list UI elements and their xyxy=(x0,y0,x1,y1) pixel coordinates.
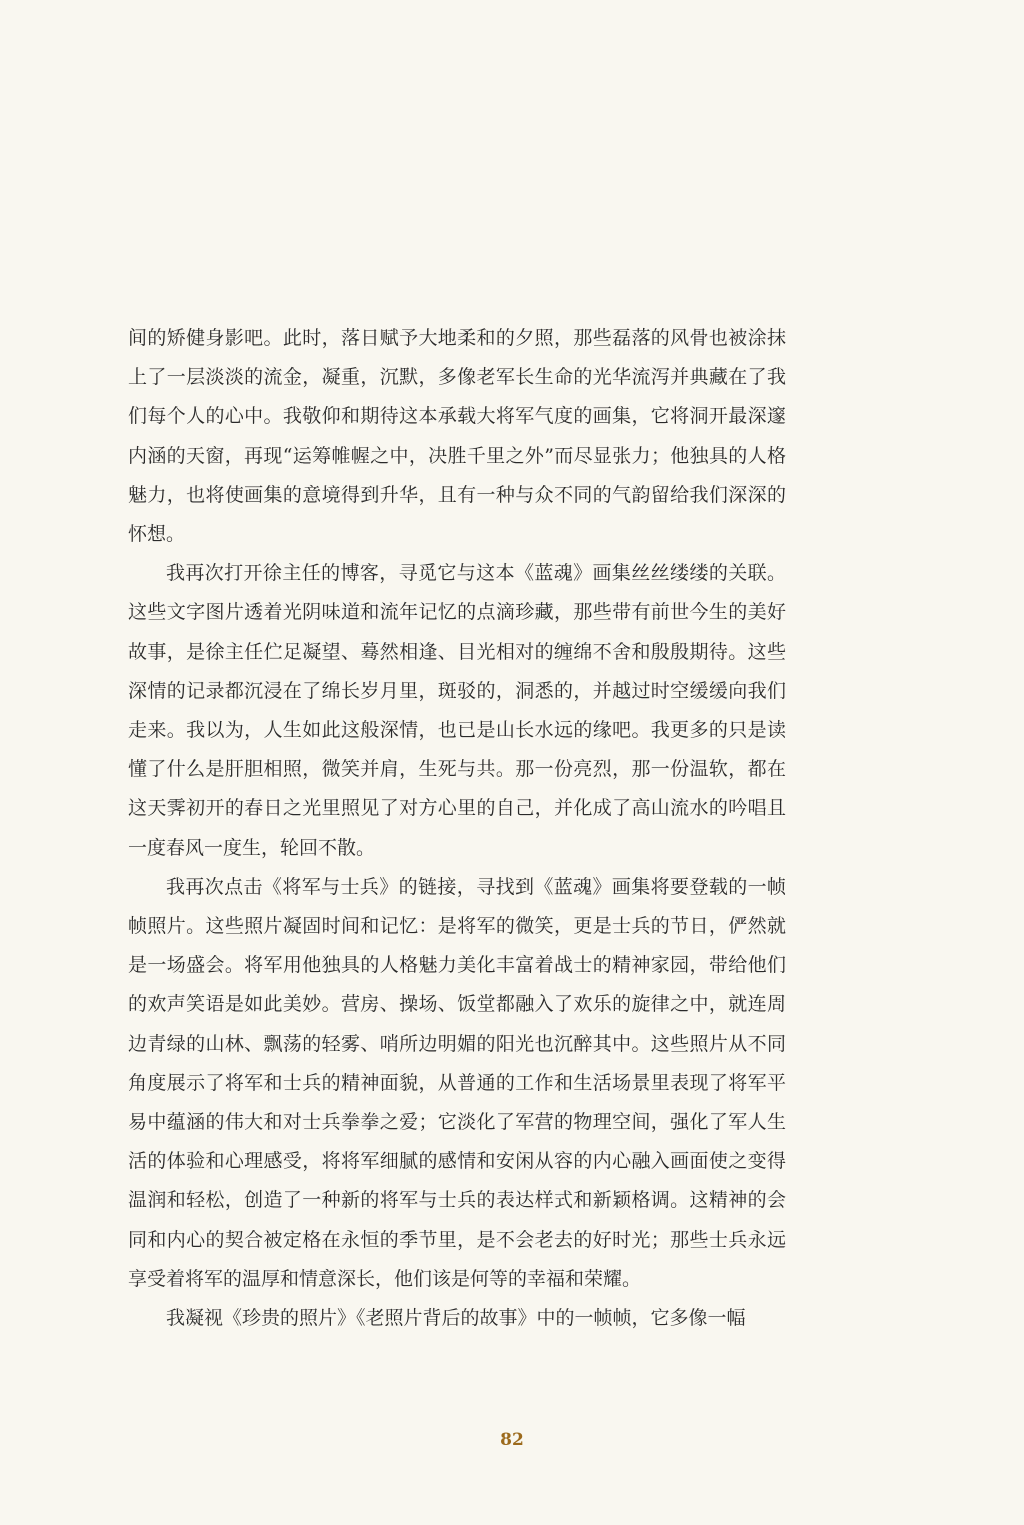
body-text xyxy=(128,319,786,1338)
paragraph: 我凝视《珍贵的照片》《老照片背后的故事》中的一帧帧，它多像一幅 xyxy=(166,1307,746,1330)
paragraph: 我再次打开徐主任的博客，寻觅它与这本《蓝魂》画集丝丝缕缕的关联。这些文字图片透着光阴味道和流年记忆的点滴珍藏，那些带有前世今生的美好故事，是徐主任伫足凝望、蓦然相逢、目光相对的缠绵不舍和殷殷期待。这些深情的记录都沉浸在了绵长岁月里，斑驳的，洞悉的，并越过时空缓缓向我们走来。我以为，人生如此这般深情，也已是山长水远的缘吧。我更多的只是读懂了什么是肝胆相照，微笑并肩，生死与共。那一份亮烈，那一份温软，都在这天霁初开的春日之光里照见了对方心里的自己，并化成了高山流水的吟唱且一度春风一度生，轮回不散。 xyxy=(128,562,786,859)
paragraph: 我再次点击《将军与士兵》的链接，寻找到《蓝魂》画集将要登载的一帧帧照片。这些照片凝固时间和记忆：是将军的微笑，更是士兵的节日，俨然就是一场盛会。将军用他独具的人格魅力美化丰富着战士的精神家园，带给他们的欢声笑语是如此美妙。营房、操场、饭堂都融入了欢乐的旋律之中，就连周边青绿的山林、飘荡的轻雾、哨所边明媚的阳光也沉醉其中。这些照片从不同角度展示了将军和士兵的精神面貌，从普通的工作和生活场景里表现了将军平易中蕴涵的伟大和对士兵拳拳之爱；它淡化了军营的物理空间，强化了军人生活的体验和心理感受，将将军细腻的感情和安闲从容的内心融入画面使之变得温润和轻松，创造了一种新的将军与士兵的表达样式和新颖格调。这精神的会同和内心的契合被定格在永恒的季节里，是不会老去的好时光；那些士兵永远享受着将军的温厚和情意深长，他们该是何等的幸福和荣耀。 xyxy=(128,875,786,1290)
paragraph-continued: 间的矫健身影吧。此时，落日赋予大地柔和的夕照，那些磊落的风骨也被涂抹上了一层淡淡的流金，凝重，沉默，多像老军长生命的光华流泻并典藏在了我们每个人的心中。我敬仰和期待这本承载大将军气度的画集，它将洞开最深邃内涵的天窗，再现“运筹帷幄之中，决胜千里之外”而尽显张力；他独具的人格魅力，也将使画集的意境得到升华，且有一种与众不同的气韵留给我们深深的怀想。 xyxy=(128,327,786,546)
page-number: 82 xyxy=(500,1430,524,1450)
